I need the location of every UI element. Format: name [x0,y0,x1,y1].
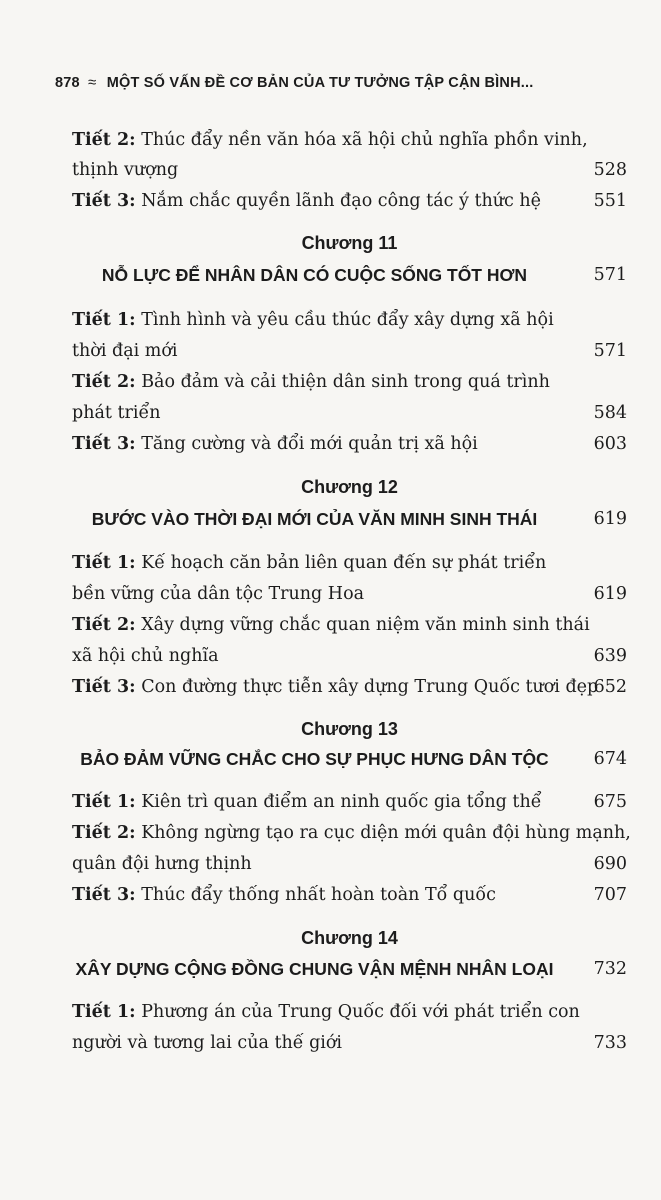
chapter-page: 571 [593,265,627,285]
entry-text: Thúc đẩy thống nhất hoàn toàn Tổ quốc [135,885,496,905]
toc-entry-continuation [72,579,627,609]
entry-label: Tiết 2: [72,372,136,392]
entry-label: Tiết 3: [72,434,136,454]
entry-page: 675 [593,792,627,812]
entry-label: Tiết 1: [72,310,136,330]
entry-text: Bảo đảm và cải thiện dân sinh trong quá trình [135,372,550,392]
chapter-title [72,504,627,534]
running-header [55,74,615,91]
toc-entry-continuation [72,849,627,879]
entry-label: Tiết 1: [72,553,136,573]
entry-page: 528 [593,160,627,180]
toc-entry [72,787,627,817]
entry-text: thời đại mới [72,341,178,361]
toc-entry-continuation [72,641,627,671]
toc-entry-continuation [72,398,627,428]
entry-text: Thúc đẩy nền văn hóa xã hội chủ nghĩa phồn vinh, [135,130,588,150]
entry-page: 619 [593,584,627,604]
entry-label: Tiết 3: [72,885,136,905]
toc-entry [72,997,627,1027]
toc-entry [72,367,627,397]
entry-page: 571 [593,341,627,361]
entry-text: Kế hoạch căn bản liên quan đến sự phát triển [135,553,547,573]
entry-label: Tiết 2: [72,130,136,150]
toc-entry-continuation [72,1028,627,1058]
entry-text: quân đội hưng thịnh [72,854,252,874]
chapter-label: Chương 13 [301,719,398,739]
entry-label: Tiết 2: [72,823,136,843]
toc-entry [72,880,627,910]
chapter-label: Chương 14 [301,928,398,948]
entry-text: người và tương lai của thế giới [72,1033,343,1053]
entry-text: Phương án của Trung Quốc đối với phát triển con [135,1002,580,1022]
toc-entry [72,186,627,216]
toc-entry [72,429,627,459]
entry-page: 652 [593,677,627,697]
entry-page: 707 [593,885,627,905]
toc-entry [72,610,627,640]
toc-entry [72,125,627,155]
toc-entry [72,818,631,848]
entry-text: Không ngừng tạo ra cục diện mới quân đội hùng mạnh, [135,823,631,843]
toc-entry [72,305,627,335]
chapter-label: Chương 11 [301,233,398,253]
entry-text: xã hội chủ nghĩa [72,646,219,666]
chapter-page: 674 [593,749,627,769]
entry-text: Con đường thực tiễn xây dựng Trung Quốc tươi đẹp [135,677,599,697]
entry-text: Xây dựng vững chắc quan niệm văn minh sinh thái [135,615,590,635]
page-number: 878 [55,75,80,91]
entry-page: 551 [593,191,627,211]
chapter-title [72,954,627,984]
entry-label: Tiết 3: [72,191,136,211]
entry-page: 690 [593,854,627,874]
chapter-label: Chương 12 [301,477,398,497]
entry-text: thịnh vượng [72,160,179,180]
toc-entry-continuation [72,155,627,185]
chapter-title-text: XÂY DỰNG CỘNG ĐỒNG CHUNG VẬN MỆNH NHÂN LOẠI [75,959,554,979]
entry-page: 639 [593,646,627,666]
entry-text: Nắm chắc quyền lãnh đạo công tác ý thức hệ [135,191,542,211]
entry-text: bền vững của dân tộc Trung Hoa [72,584,365,604]
chapter-title-text: BƯỚC VÀO THỜI ĐẠI MỚI CỦA VĂN MINH SINH THÁI [91,509,538,529]
chapter-title-text: NỖ LỰC ĐỂ NHÂN DÂN CÓ CUỘC SỐNG TỐT HƠN [101,265,528,285]
entry-label: Tiết 2: [72,615,136,635]
entry-page: 603 [593,434,627,454]
book-title: MỘT SỐ VẤN ĐỀ CƠ BẢN CỦA TƯ TƯỞNG TẬP CẬN BÌNH... [106,75,534,91]
chapter-page: 732 [593,959,627,979]
toc-entry [72,548,627,578]
entry-label: Tiết 1: [72,1002,136,1022]
entry-text: phát triển [72,403,161,423]
entry-text: Kiên trì quan điểm an ninh quốc gia tổng thể [135,792,542,812]
entry-label: Tiết 1: [72,792,136,812]
entry-page: 584 [593,403,627,423]
chapter-title [72,744,627,774]
toc-entry [72,672,627,702]
chapter-page: 619 [593,509,627,529]
entry-text: Tình hình và yêu cầu thúc đẩy xây dựng xã hội [135,310,554,330]
chapter-title-text: BẢO ĐẢM VỮNG CHẮC CHO SỰ PHỤC HƯNG DÂN TỘC [80,749,549,769]
entry-text: Tăng cường và đổi mới quản trị xã hội [135,434,478,454]
entry-label: Tiết 3: [72,677,136,697]
entry-page: 733 [593,1033,627,1053]
toc-entry-continuation [72,336,627,366]
ornament-icon: ≈ [88,74,97,91]
chapter-title [72,260,627,290]
